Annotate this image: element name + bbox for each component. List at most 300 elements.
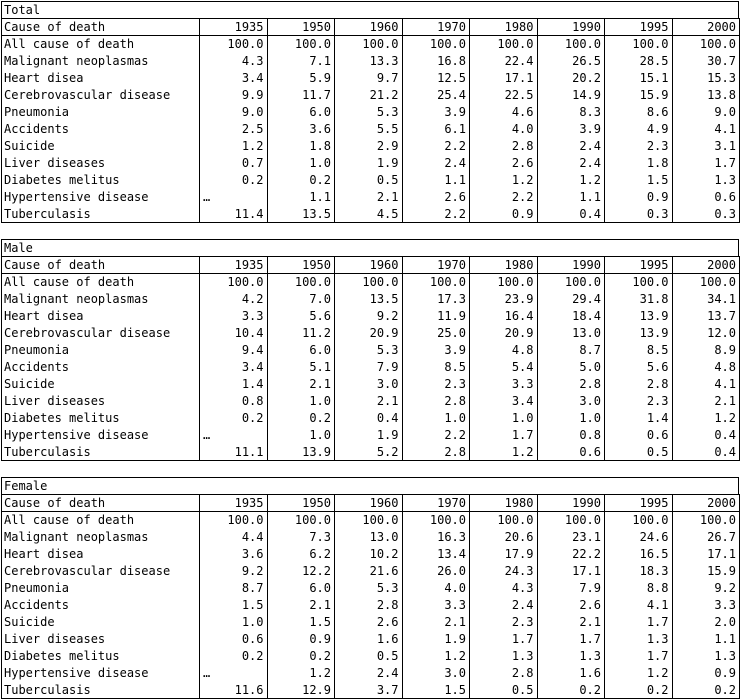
value-cell: 100.0 bbox=[605, 36, 673, 53]
value-cell: 2.3 bbox=[402, 376, 470, 393]
cause-cell: Tuberculasis bbox=[2, 682, 200, 699]
value-cell: 2.6 bbox=[537, 597, 605, 614]
value-cell: 23.1 bbox=[537, 529, 605, 546]
value-cell: 9.4 bbox=[200, 342, 268, 359]
value-cell: 3.4 bbox=[200, 70, 268, 87]
value-cell: 0.5 bbox=[605, 444, 673, 461]
value-cell: 1.7 bbox=[470, 427, 538, 444]
table-row bbox=[2, 138, 740, 155]
table-row bbox=[2, 155, 740, 172]
table-row bbox=[2, 393, 740, 410]
cause-cell: Suicide bbox=[2, 614, 200, 631]
value-cell: 4.1 bbox=[672, 121, 740, 138]
table-row bbox=[2, 529, 740, 546]
value-cell: 2.8 bbox=[335, 597, 403, 614]
value-cell: 1.2 bbox=[200, 138, 268, 155]
section-total bbox=[1, 1, 739, 223]
column-header-year: 1935 bbox=[200, 19, 268, 36]
value-cell: 2.1 bbox=[537, 614, 605, 631]
value-cell: 22.5 bbox=[470, 87, 538, 104]
value-cell: 2.1 bbox=[672, 393, 740, 410]
cause-cell: Suicide bbox=[2, 376, 200, 393]
cause-cell: Hypertensive disease bbox=[2, 665, 200, 682]
table-row bbox=[2, 614, 740, 631]
value-cell: 100.0 bbox=[335, 512, 403, 529]
value-cell: 2.8 bbox=[605, 376, 673, 393]
value-cell: 9.2 bbox=[335, 308, 403, 325]
value-cell: 1.5 bbox=[267, 614, 335, 631]
value-cell: 0.2 bbox=[672, 682, 740, 699]
value-cell: 100.0 bbox=[470, 36, 538, 53]
value-cell: 11.9 bbox=[402, 308, 470, 325]
value-cell: 5.6 bbox=[267, 308, 335, 325]
value-cell: 3.1 bbox=[672, 138, 740, 155]
table-row bbox=[2, 648, 740, 665]
value-cell: 6.0 bbox=[267, 342, 335, 359]
cause-cell: Cerebrovascular disease bbox=[2, 563, 200, 580]
value-cell: 3.6 bbox=[200, 546, 268, 563]
value-cell: 13.5 bbox=[335, 291, 403, 308]
value-cell: 3.3 bbox=[200, 308, 268, 325]
column-header-year: 1935 bbox=[200, 495, 268, 512]
value-cell: 15.3 bbox=[672, 70, 740, 87]
value-cell: 1.9 bbox=[335, 155, 403, 172]
value-cell: 4.4 bbox=[200, 529, 268, 546]
value-cell: 20.9 bbox=[470, 325, 538, 342]
value-cell: 3.0 bbox=[402, 665, 470, 682]
value-cell: 5.3 bbox=[335, 342, 403, 359]
value-cell: 100.0 bbox=[335, 36, 403, 53]
value-cell: 1.8 bbox=[267, 138, 335, 155]
value-cell: 18.4 bbox=[537, 308, 605, 325]
value-cell: 0.2 bbox=[267, 648, 335, 665]
value-cell: 5.0 bbox=[537, 359, 605, 376]
value-cell: 100.0 bbox=[402, 512, 470, 529]
value-cell: 13.7 bbox=[672, 308, 740, 325]
value-cell: 100.0 bbox=[267, 512, 335, 529]
value-cell: 100.0 bbox=[672, 274, 740, 291]
value-cell: 2.6 bbox=[402, 189, 470, 206]
value-cell: 1.7 bbox=[470, 631, 538, 648]
value-cell: 3.0 bbox=[537, 393, 605, 410]
value-cell: 2.3 bbox=[470, 614, 538, 631]
cause-cell: Heart disea bbox=[2, 70, 200, 87]
value-cell: 17.3 bbox=[402, 291, 470, 308]
value-cell: 9.0 bbox=[200, 104, 268, 121]
value-cell: 4.1 bbox=[605, 597, 673, 614]
value-cell: 24.3 bbox=[470, 563, 538, 580]
value-cell: 1.2 bbox=[470, 444, 538, 461]
value-cell: 4.3 bbox=[200, 53, 268, 70]
table-row bbox=[2, 359, 740, 376]
table-row bbox=[2, 427, 740, 444]
value-cell: 0.5 bbox=[335, 172, 403, 189]
value-cell: 9.2 bbox=[200, 563, 268, 580]
value-cell: 8.3 bbox=[537, 104, 605, 121]
value-cell: 100.0 bbox=[200, 36, 268, 53]
table-row bbox=[2, 563, 740, 580]
value-cell: 0.2 bbox=[200, 410, 268, 427]
value-cell: 0.6 bbox=[672, 189, 740, 206]
value-cell: 1.2 bbox=[605, 665, 673, 682]
table-row bbox=[2, 342, 740, 359]
value-cell: 2.2 bbox=[470, 189, 538, 206]
value-cell: 1.2 bbox=[402, 648, 470, 665]
value-cell: 28.5 bbox=[605, 53, 673, 70]
cause-cell: All cause of death bbox=[2, 512, 200, 529]
value-cell: 31.8 bbox=[605, 291, 673, 308]
value-cell: 12.9 bbox=[267, 682, 335, 699]
cause-cell: Liver diseases bbox=[2, 393, 200, 410]
value-cell: 8.5 bbox=[605, 342, 673, 359]
table-row bbox=[2, 291, 740, 308]
column-header-year: 1970 bbox=[402, 495, 470, 512]
cause-cell: Cerebrovascular disease bbox=[2, 325, 200, 342]
value-cell: 20.6 bbox=[470, 529, 538, 546]
column-header-year: 1990 bbox=[537, 495, 605, 512]
column-header-year: 1995 bbox=[605, 19, 673, 36]
value-cell: 100.0 bbox=[200, 274, 268, 291]
data-table bbox=[1, 256, 740, 461]
value-cell: 5.5 bbox=[335, 121, 403, 138]
table-row bbox=[2, 206, 740, 223]
value-cell: 0.9 bbox=[672, 665, 740, 682]
value-cell: 1.9 bbox=[335, 427, 403, 444]
value-cell: 0.2 bbox=[200, 172, 268, 189]
value-cell: 2.1 bbox=[335, 393, 403, 410]
value-cell: 11.7 bbox=[267, 87, 335, 104]
value-cell: 1.5 bbox=[605, 172, 673, 189]
value-cell: 1.5 bbox=[200, 597, 268, 614]
value-cell: 24.6 bbox=[605, 529, 673, 546]
value-cell: 2.5 bbox=[200, 121, 268, 138]
column-header-year: 1960 bbox=[335, 19, 403, 36]
value-cell: 29.4 bbox=[537, 291, 605, 308]
value-cell: 9.2 bbox=[672, 580, 740, 597]
value-cell: 2.4 bbox=[537, 155, 605, 172]
value-cell: 15.1 bbox=[605, 70, 673, 87]
value-cell: 4.3 bbox=[470, 580, 538, 597]
value-cell: 2.8 bbox=[470, 665, 538, 682]
value-cell: 0.5 bbox=[470, 682, 538, 699]
value-cell: 2.0 bbox=[672, 614, 740, 631]
value-cell: 2.3 bbox=[605, 393, 673, 410]
value-cell: 3.0 bbox=[335, 376, 403, 393]
value-cell: 15.9 bbox=[672, 563, 740, 580]
value-cell: 0.8 bbox=[200, 393, 268, 410]
header-row bbox=[2, 19, 740, 36]
value-cell: 1.3 bbox=[470, 648, 538, 665]
cause-cell: Diabetes melitus bbox=[2, 410, 200, 427]
column-header-year: 1970 bbox=[402, 257, 470, 274]
value-cell: 100.0 bbox=[267, 274, 335, 291]
value-cell: 1.0 bbox=[267, 427, 335, 444]
value-cell: 100.0 bbox=[672, 36, 740, 53]
value-cell: 100.0 bbox=[200, 512, 268, 529]
value-cell: 0.9 bbox=[470, 206, 538, 223]
value-cell: 0.9 bbox=[267, 631, 335, 648]
table-row bbox=[2, 308, 740, 325]
value-cell: 0.6 bbox=[200, 631, 268, 648]
value-cell: 16.8 bbox=[402, 53, 470, 70]
value-cell: 13.8 bbox=[672, 87, 740, 104]
value-cell: 1.3 bbox=[537, 648, 605, 665]
value-cell: 11.1 bbox=[200, 444, 268, 461]
value-cell: 0.6 bbox=[605, 427, 673, 444]
value-cell: 3.9 bbox=[402, 342, 470, 359]
value-cell: 13.9 bbox=[605, 325, 673, 342]
value-cell: 1.0 bbox=[200, 614, 268, 631]
value-cell: 1.1 bbox=[672, 631, 740, 648]
value-cell: 4.9 bbox=[605, 121, 673, 138]
cause-cell: Heart disea bbox=[2, 308, 200, 325]
value-cell: 1.7 bbox=[672, 155, 740, 172]
value-cell: 26.7 bbox=[672, 529, 740, 546]
value-cell: 21.2 bbox=[335, 87, 403, 104]
table-row bbox=[2, 512, 740, 529]
value-cell: 13.9 bbox=[605, 308, 673, 325]
value-cell: 100.0 bbox=[537, 36, 605, 53]
value-cell: 7.9 bbox=[537, 580, 605, 597]
value-cell: 3.6 bbox=[267, 121, 335, 138]
cause-cell: Tuberculasis bbox=[2, 206, 200, 223]
value-cell: 9.0 bbox=[672, 104, 740, 121]
cause-cell: Tuberculasis bbox=[2, 444, 200, 461]
value-cell: 0.4 bbox=[537, 206, 605, 223]
value-cell: 2.4 bbox=[335, 665, 403, 682]
value-cell: 1.1 bbox=[402, 172, 470, 189]
value-cell: 7.3 bbox=[267, 529, 335, 546]
value-cell: 2.8 bbox=[402, 444, 470, 461]
value-cell: 1.1 bbox=[537, 189, 605, 206]
value-cell: 0.4 bbox=[672, 444, 740, 461]
value-cell: 12.0 bbox=[672, 325, 740, 342]
value-cell: 100.0 bbox=[605, 274, 673, 291]
cause-cell: Pneumonia bbox=[2, 342, 200, 359]
value-cell: 14.9 bbox=[537, 87, 605, 104]
value-cell: 2.6 bbox=[470, 155, 538, 172]
value-cell: 4.1 bbox=[672, 376, 740, 393]
cause-cell: Hypertensive disease bbox=[2, 427, 200, 444]
column-header-year: 2000 bbox=[672, 19, 740, 36]
value-cell: 2.8 bbox=[402, 393, 470, 410]
value-cell: 20.2 bbox=[537, 70, 605, 87]
value-cell: 4.0 bbox=[470, 121, 538, 138]
data-table bbox=[1, 18, 740, 223]
value-cell: 0.2 bbox=[267, 410, 335, 427]
value-cell: 22.4 bbox=[470, 53, 538, 70]
value-cell: 4.6 bbox=[470, 104, 538, 121]
value-cell: 1.9 bbox=[402, 631, 470, 648]
value-cell: 1.0 bbox=[470, 410, 538, 427]
value-cell: 6.1 bbox=[402, 121, 470, 138]
table-row bbox=[2, 665, 740, 682]
table-row bbox=[2, 597, 740, 614]
column-header-year: 1960 bbox=[335, 257, 403, 274]
value-cell: 2.6 bbox=[335, 614, 403, 631]
value-cell: 3.3 bbox=[672, 597, 740, 614]
value-cell: 0.4 bbox=[335, 410, 403, 427]
value-cell: 1.5 bbox=[402, 682, 470, 699]
table-row bbox=[2, 104, 740, 121]
column-header-year: 1935 bbox=[200, 257, 268, 274]
value-cell: 5.4 bbox=[470, 359, 538, 376]
cause-cell: Accidents bbox=[2, 597, 200, 614]
table-row bbox=[2, 444, 740, 461]
value-cell: 18.3 bbox=[605, 563, 673, 580]
value-cell: 0.9 bbox=[605, 189, 673, 206]
value-cell: 8.5 bbox=[402, 359, 470, 376]
value-cell: 2.1 bbox=[267, 376, 335, 393]
value-cell: 1.2 bbox=[537, 172, 605, 189]
value-cell: 22.2 bbox=[537, 546, 605, 563]
column-header-year: 1950 bbox=[267, 19, 335, 36]
column-header-year: 2000 bbox=[672, 257, 740, 274]
value-cell: 5.6 bbox=[605, 359, 673, 376]
table-row bbox=[2, 274, 740, 291]
value-cell: 3.7 bbox=[335, 682, 403, 699]
value-cell: 13.3 bbox=[335, 53, 403, 70]
value-cell: 11.6 bbox=[200, 682, 268, 699]
value-cell: 4.0 bbox=[402, 580, 470, 597]
cause-cell: Hypertensive disease bbox=[2, 189, 200, 206]
column-header-year: 1980 bbox=[470, 19, 538, 36]
value-cell: 100.0 bbox=[605, 512, 673, 529]
value-cell: 13.0 bbox=[537, 325, 605, 342]
value-cell: 26.5 bbox=[537, 53, 605, 70]
value-cell: 3.4 bbox=[200, 359, 268, 376]
value-cell: 5.1 bbox=[267, 359, 335, 376]
value-cell: 1.0 bbox=[267, 393, 335, 410]
value-cell: 2.4 bbox=[470, 597, 538, 614]
value-cell: 3.3 bbox=[470, 376, 538, 393]
value-cell: 2.8 bbox=[537, 376, 605, 393]
value-cell: 2.1 bbox=[267, 597, 335, 614]
column-header-year: 2000 bbox=[672, 495, 740, 512]
value-cell: 17.1 bbox=[537, 563, 605, 580]
value-cell: 10.4 bbox=[200, 325, 268, 342]
value-cell: 23.9 bbox=[470, 291, 538, 308]
value-cell: 2.4 bbox=[537, 138, 605, 155]
value-cell: 9.7 bbox=[335, 70, 403, 87]
column-header-year: 1980 bbox=[470, 495, 538, 512]
value-cell: 9.9 bbox=[200, 87, 268, 104]
value-cell: 16.4 bbox=[470, 308, 538, 325]
column-header-cause: Cause of death bbox=[2, 19, 200, 36]
table-row bbox=[2, 546, 740, 563]
value-cell: 1.2 bbox=[267, 665, 335, 682]
value-cell: 0.2 bbox=[200, 648, 268, 665]
value-cell: 1.1 bbox=[267, 189, 335, 206]
value-cell: 7.9 bbox=[335, 359, 403, 376]
value-cell: 11.4 bbox=[200, 206, 268, 223]
cause-cell: Malignant neoplasmas bbox=[2, 291, 200, 308]
cause-cell: All cause of death bbox=[2, 36, 200, 53]
cause-cell: Accidents bbox=[2, 121, 200, 138]
cause-cell: Liver diseases bbox=[2, 155, 200, 172]
value-cell: 5.3 bbox=[335, 580, 403, 597]
value-cell: 2.1 bbox=[402, 614, 470, 631]
value-cell: 30.7 bbox=[672, 53, 740, 70]
value-cell: 1.7 bbox=[605, 648, 673, 665]
value-cell: 5.3 bbox=[335, 104, 403, 121]
value-cell: 10.2 bbox=[335, 546, 403, 563]
table-row bbox=[2, 53, 740, 70]
value-cell: 1.6 bbox=[537, 665, 605, 682]
table-row bbox=[2, 87, 740, 104]
value-cell: 2.4 bbox=[402, 155, 470, 172]
cause-cell: Diabetes melitus bbox=[2, 648, 200, 665]
value-cell: 13.4 bbox=[402, 546, 470, 563]
value-cell: 8.7 bbox=[537, 342, 605, 359]
header-row bbox=[2, 257, 740, 274]
value-cell: 5.9 bbox=[267, 70, 335, 87]
value-cell: 0.2 bbox=[267, 172, 335, 189]
value-cell: 1.3 bbox=[672, 648, 740, 665]
value-cell: 100.0 bbox=[537, 274, 605, 291]
value-cell: 1.6 bbox=[335, 631, 403, 648]
value-cell: 34.1 bbox=[672, 291, 740, 308]
section-male bbox=[1, 239, 739, 461]
table-row bbox=[2, 70, 740, 87]
cause-cell: Malignant neoplasmas bbox=[2, 529, 200, 546]
value-cell: 0.3 bbox=[605, 206, 673, 223]
value-cell: … bbox=[200, 665, 268, 682]
value-cell: 1.8 bbox=[605, 155, 673, 172]
value-cell: 1.0 bbox=[267, 155, 335, 172]
value-cell: 4.5 bbox=[335, 206, 403, 223]
table-row bbox=[2, 36, 740, 53]
value-cell: 100.0 bbox=[402, 36, 470, 53]
table-row bbox=[2, 172, 740, 189]
value-cell: 11.2 bbox=[267, 325, 335, 342]
value-cell: 0.2 bbox=[605, 682, 673, 699]
section-title: Female bbox=[1, 477, 739, 494]
value-cell: 21.6 bbox=[335, 563, 403, 580]
value-cell: 8.6 bbox=[605, 104, 673, 121]
value-cell: 13.5 bbox=[267, 206, 335, 223]
value-cell: 5.2 bbox=[335, 444, 403, 461]
value-cell: 100.0 bbox=[672, 512, 740, 529]
section-title: Male bbox=[1, 239, 739, 256]
value-cell: 0.8 bbox=[537, 427, 605, 444]
table-row bbox=[2, 682, 740, 699]
column-header-year: 1950 bbox=[267, 257, 335, 274]
value-cell: 2.8 bbox=[470, 138, 538, 155]
table-row bbox=[2, 376, 740, 393]
value-cell: 13.9 bbox=[267, 444, 335, 461]
value-cell: 2.2 bbox=[402, 206, 470, 223]
value-cell: 8.9 bbox=[672, 342, 740, 359]
section-title: Total bbox=[1, 1, 739, 18]
column-header-year: 1990 bbox=[537, 257, 605, 274]
value-cell: … bbox=[200, 427, 268, 444]
value-cell: 1.0 bbox=[537, 410, 605, 427]
data-table bbox=[1, 494, 740, 699]
value-cell: 3.4 bbox=[470, 393, 538, 410]
value-cell: 26.0 bbox=[402, 563, 470, 580]
value-cell: 0.3 bbox=[672, 206, 740, 223]
value-cell: 100.0 bbox=[335, 274, 403, 291]
value-cell: 1.7 bbox=[605, 614, 673, 631]
value-cell: … bbox=[200, 189, 268, 206]
value-cell: 4.2 bbox=[200, 291, 268, 308]
column-header-cause: Cause of death bbox=[2, 257, 200, 274]
value-cell: 0.5 bbox=[335, 648, 403, 665]
value-cell: 4.8 bbox=[470, 342, 538, 359]
value-cell: 2.1 bbox=[335, 189, 403, 206]
value-cell: 17.1 bbox=[672, 546, 740, 563]
